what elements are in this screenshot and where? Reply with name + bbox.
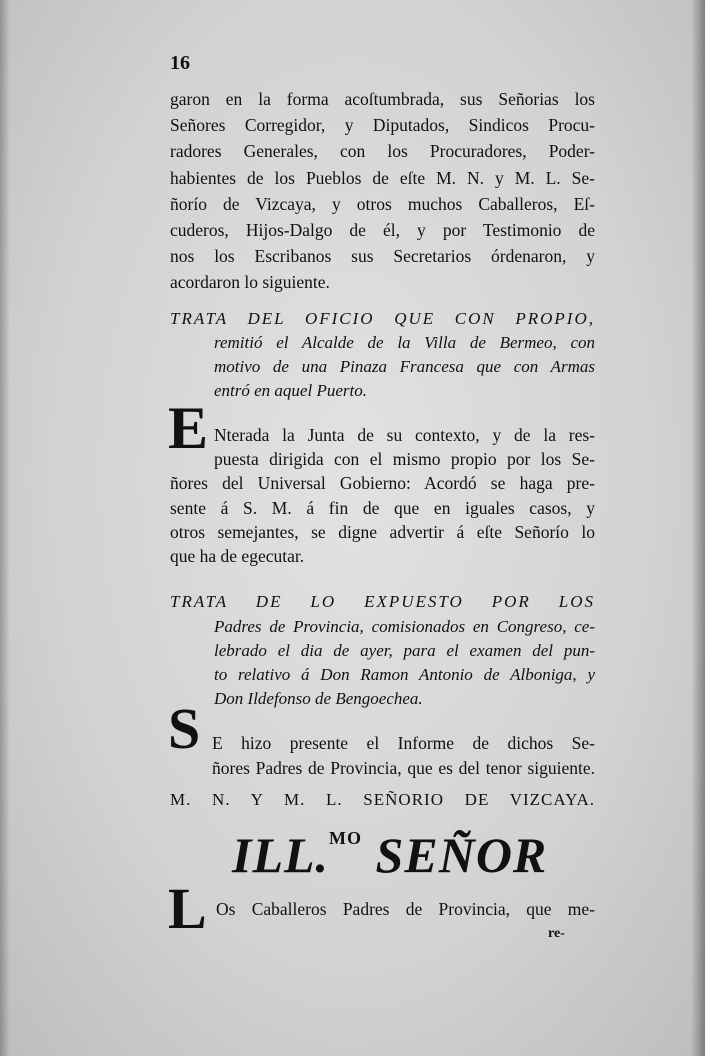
text-line: sente á S. M. á fin de que en iguales casos, y: [170, 497, 595, 518]
heading-line: Don Ildefonso de Bengoechea.: [214, 689, 423, 708]
text-line: otros semejantes, se digne advertir á eſte Señorío lo: [170, 521, 595, 542]
text-line: radores Generales, con los Procuradores, Poder-: [170, 141, 595, 162]
text-line: acordaron lo siguiente.: [170, 272, 330, 293]
section-heading-expuesto: TRATA DE LO EXPUESTO POR LOS: [170, 592, 595, 611]
heading-line: lebrado el dia de ayer, para el examen del pun-: [214, 641, 595, 660]
text-line: habientes de los Pueblos de eſte M. N. y M. L. Se-: [170, 167, 595, 188]
text-line: E hizo presente el Informe de dichos Se-: [212, 733, 595, 753]
page-shadow-right: [691, 0, 705, 1056]
salutation-heading: ILL.$^{MO}$ SEÑOR: [232, 827, 548, 883]
page-shadow-left: [0, 0, 10, 1056]
drop-cap-e: E: [168, 395, 209, 461]
text-line: ñorío de Vizcaya, y otros muchos Caballeros, Eſ-: [170, 193, 595, 214]
section-heading-oficio: TRATA DEL OFICIO QUE CON PROPIO,: [170, 309, 595, 328]
text-line: Nterada la Junta de su contexto, y de la res-: [214, 425, 595, 445]
text-line: Señores Corregidor, y Diputados, Sindicos Procu-: [170, 115, 595, 136]
text-line: cuderos, Hijos-Dalgo de él, y por Testimonio de: [170, 220, 595, 240]
heading-line: motivo de una Pinaza Francesa que con Armas: [214, 357, 595, 376]
text-line: puesta dirigida con el mismo propio por los Se-: [214, 449, 595, 470]
heading-line: entró en aquel Puerto.: [214, 381, 367, 400]
text-line: que ha de egecutar.: [170, 546, 305, 566]
text-line: ñores del Universal Gobierno: Acordó se haga pre-: [170, 473, 595, 494]
catchword: re-: [548, 926, 565, 941]
text-line: nos los Escribanos sus Secretarios órdenaron, y: [170, 246, 595, 267]
heading-line: remitió el Alcalde de la Villa de Bermeo, con: [214, 333, 595, 352]
document-title-line: M. N. Y M. L. SEÑORIO DE VIZCAYA.: [170, 790, 595, 809]
drop-cap-s: S: [168, 696, 201, 761]
text-line: ñores Padres de Provincia, que es del tenor siguiente.: [212, 757, 595, 778]
text-line: garon en la forma acoſtumbrada, sus Señorias los: [170, 89, 595, 109]
heading-line: Padres de Provincia, comisionados en Congreso, ce-: [214, 617, 595, 636]
drop-cap-l: L: [168, 876, 207, 941]
paragraph-caballeros: Os Caballeros Padres de Provincia, que me-: [216, 899, 595, 919]
page-number: 16: [170, 52, 190, 74]
heading-line: to relativo á Don Ramon Antonio de Alboniga, y: [214, 665, 595, 684]
